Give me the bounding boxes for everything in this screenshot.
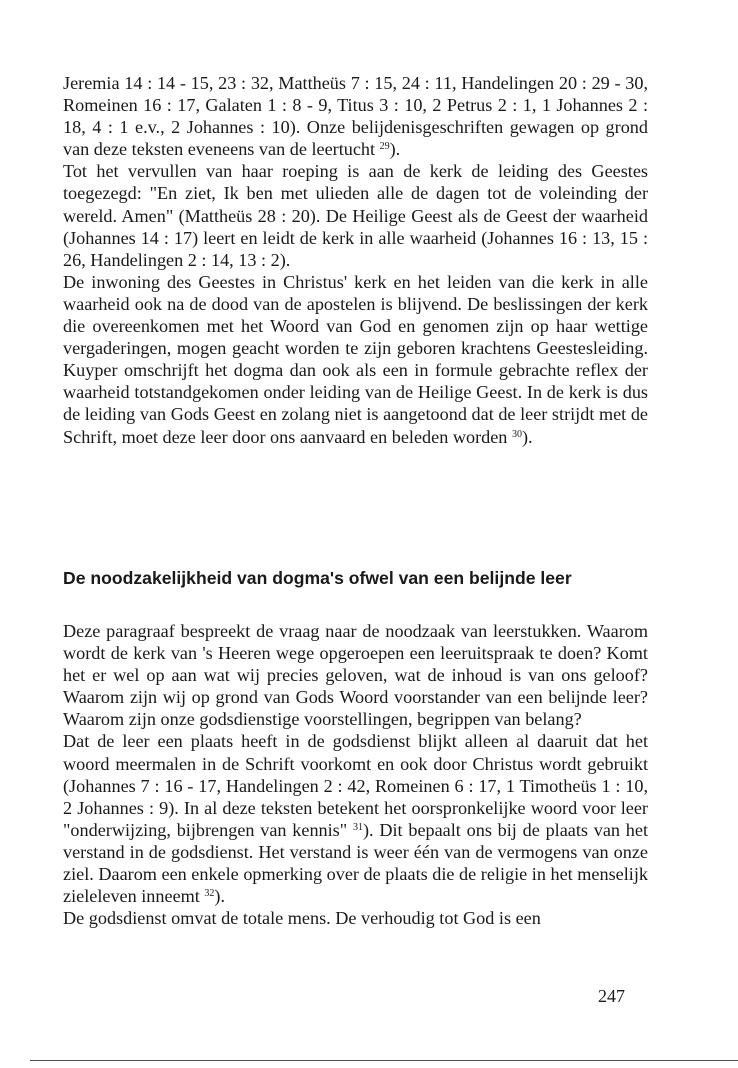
paragraph-section-intro: Deze paragraaf bespreekt de vraag naar de noodzaak van leerstukken. Waarom wordt de kerk van 's Heeren wege opgeroepen een leeruitspraak te doen? Komt het er wel op aan wat wij precies geloven, wat de inhoud is van ons geloof? Waarom zijn wij op grond van Gods Woord voorstander van een belijnde leer? Waarom zijn onze godsdienstige voorstellingen, begrippen van belang?	[63, 621, 648, 730]
footnote-ref-32[interactable]: 32	[204, 888, 215, 900]
text-block-top	[63, 72, 648, 448]
paragraph-guidance-of-spirit: Tot het vervullen van haar roeping is aan de kerk de leiding des Geestes toegezegd: "En ziet, Ik ben met ulieden alle de dagen tot de voleinding der wereld. Amen" (Mattheüs 28 : 20). De Heilige Geest als de Geest der waarheid (Johannes 14 : 17) leert en leidt de kerk in alle waarheid (Johannes 16 : 13, 15 : 26, Handelingen 2 : 14, 13 : 2).	[63, 161, 648, 270]
section-heading: De noodzakelijkheid van dogma's ofwel van een belijnde leer	[63, 568, 572, 588]
page-number: 247	[598, 986, 625, 1006]
paragraph-doctrine-in-religion: Dat de leer een plaats heeft in de godsdienst blijkt alleen al daaruit dat het woord meermalen in de Schrift voorkomt en ook door Christus wordt gebruikt (Johannes 7 : 16 - 17, Handelingen 2 : 42, Romeinen 6 : 17, 1 Timotheüs 1 : 10, 2 Johannes : 9). In al deze teksten betekent het oorspronkelijke woord voor leer "onderwijzing, bijbrengen van kennis" $^{31}$). Dit bepaalt ons bij de plaats van het verstand in de godsdienst. Het verstand is weer één van de vermogens van onze ziel. Daarom een enkele opmerking over de plaats die de religie in het menselijk zieleleven inneemt $^{32}$).	[63, 731, 649, 907]
bottom-edge-line	[30, 1060, 738, 1061]
paragraph-indwelling-of-spirit: De inwoning des Geestes in Christus' kerk en het leiden van die kerk in alle waarheid ook na de dood van de apostelen is blijvend. De beslissingen der kerk die overeenkomen met het Woord van God en genomen zijn op haar wettige vergaderingen, mogen geacht worden te zijn geboren krachtens Geestesleiding. Kuyper omschrijft het dogma dan ook als een in formule gebrachte reflex der waarheid totstandgekomen onder leiding van de Heilige Geest. In de kerk is dus de leiding van Gods Geest en zolang niet is aangetoond dat de leer strijdt met de Schrift, moet deze leer door ons aanvaard en beleden worden $^{30}$).	[63, 271, 648, 447]
text-block-bottom	[63, 620, 648, 929]
paragraph-religion-whole-person: De godsdienst omvat de totale mens. De verhoudig tot God is een	[63, 908, 541, 929]
footnote-ref-31[interactable]: 31	[352, 821, 363, 833]
footnote-ref-29[interactable]: 29	[379, 141, 390, 153]
paragraph-scripture-references: Jeremia 14 : 14 - 15, 23 : 32, Mattheüs 7 : 15, 24 : 11, Handelingen 20 : 29 - 30, Romeinen 16 : 17, Galaten 1 : 8 - 9, Titus 3 : 10, 2 Petrus 2 : 1, 1 Johannes 2 : 18, 4 : 1 e.v., 2 Johannes : 10). Onze belijdenisgeschriften gewagen op grond van deze teksten eveneens van de leertucht $^{29}$).	[63, 73, 648, 160]
footnote-ref-30[interactable]: 30	[511, 428, 522, 440]
